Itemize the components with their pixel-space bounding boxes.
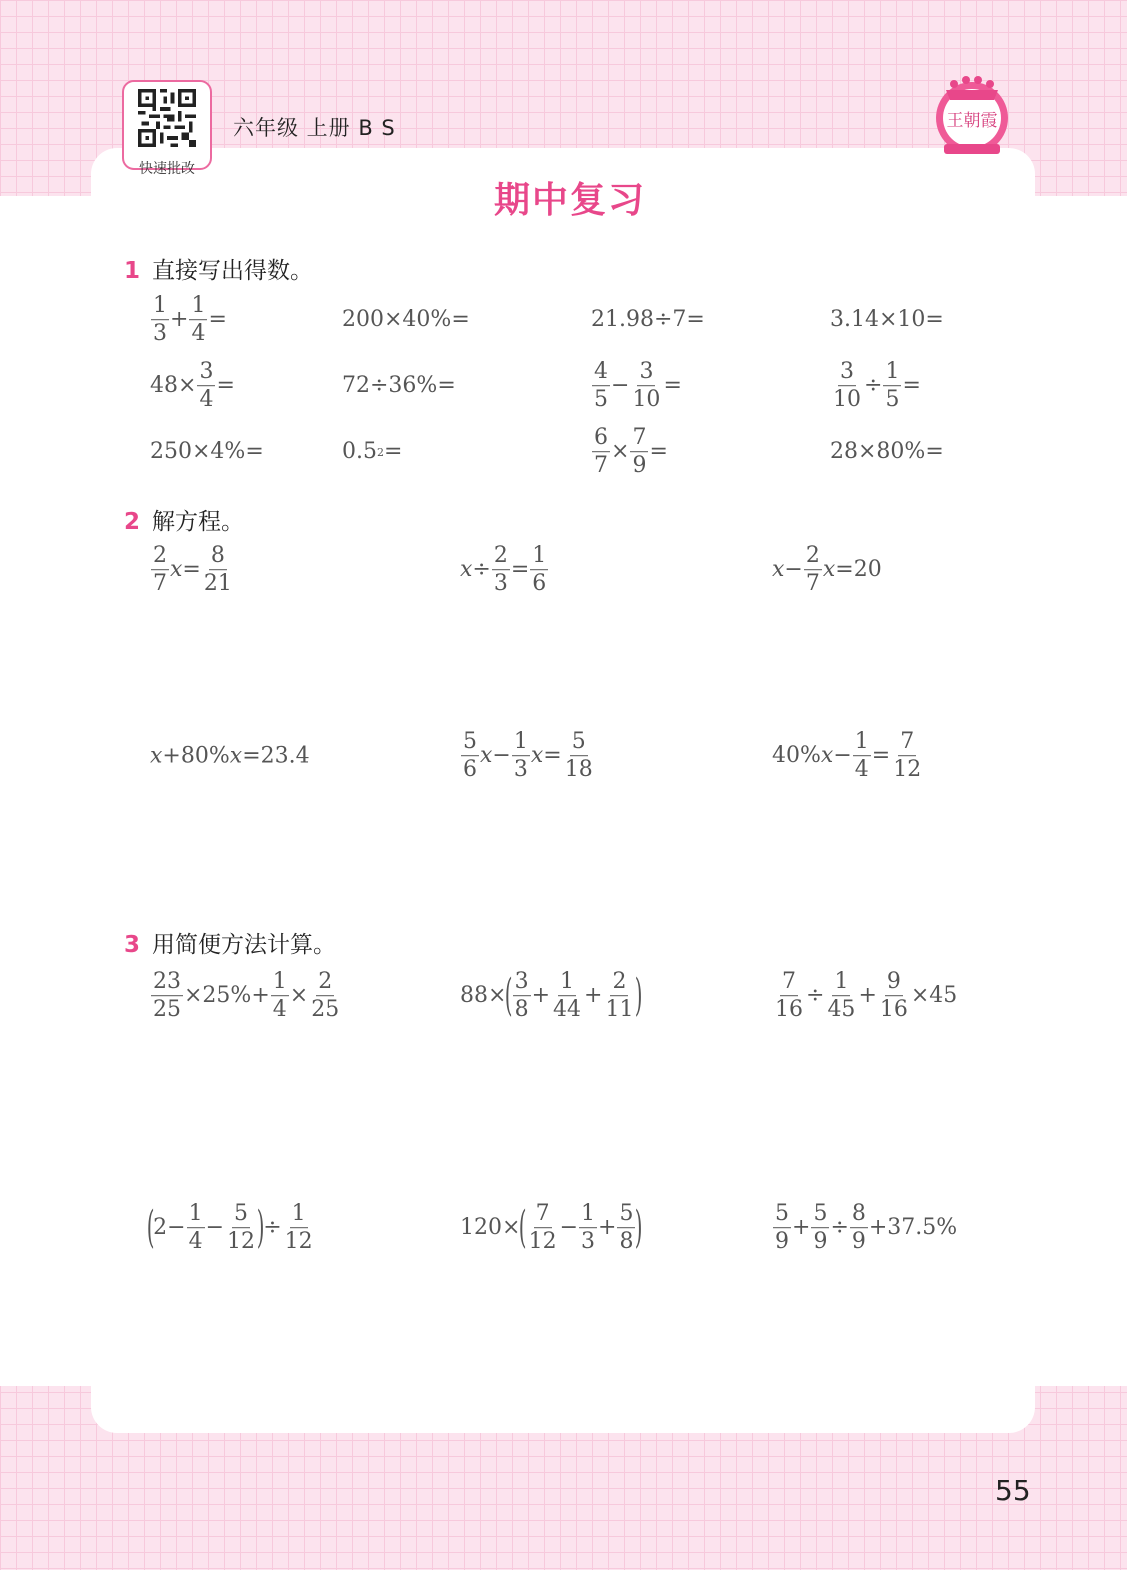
grade-label: 六年级 上册 B S xyxy=(233,116,396,140)
problem-1-1: 1 3 + $\frac{1}{4}$ = xyxy=(153,293,227,347)
calc-1: $\frac{23}{25}$ ×25%+ $\frac{1}{4}$ × $\frac{2}{25}$ xyxy=(153,969,340,1023)
page-number: 55 xyxy=(995,1474,1031,1507)
fraction: $\frac{7}{12}$ xyxy=(893,729,922,783)
calc-3: $\frac{7}{16}$ ÷ $\frac{1}{45}$ + $\frac{9}{16}$ ×45 xyxy=(775,969,958,1023)
fraction: $\frac{6}{7}$ xyxy=(594,425,608,479)
problem-1-7: 4 5 − $\frac{3}{10}$ = xyxy=(594,359,682,413)
section-1-number: 1 xyxy=(124,258,141,284)
fraction: $\frac{7}{9}$ xyxy=(632,425,647,479)
section-3-heading xyxy=(124,926,336,959)
fraction: $\frac{23}{25}$ xyxy=(153,969,181,1023)
section-2-title: 解方程。 xyxy=(152,509,245,535)
fraction: $\frac{2}{7}$ xyxy=(805,543,820,597)
problem-1-10: 0.5 2 = xyxy=(342,439,403,464)
equation-5: 5 6 x − $\frac{1}{3}$ x = $\frac{5}{18}$ xyxy=(463,729,593,783)
section-3-number: 3 xyxy=(124,932,141,958)
qr-caption: 快速批改 xyxy=(139,161,195,177)
problem-1-8: $\frac{3}{10}$ ÷ $\frac{1}{5}$ = xyxy=(833,359,921,413)
section-1-title: 直接写出得数。 xyxy=(152,258,314,284)
fraction: $\frac{3}{10}$ xyxy=(632,359,661,413)
fraction: 5 9 xyxy=(775,1201,789,1255)
problem-1-3: 21.98÷7= xyxy=(591,307,705,332)
problem-1-2: 200×40%= xyxy=(342,307,470,332)
equation-4: x +80% x =23.4 xyxy=(150,743,310,769)
fraction: $\frac{8}{9}$ xyxy=(851,1201,866,1255)
brand-logo-icon xyxy=(932,70,1012,160)
fraction: $\frac{8}{21}$ xyxy=(203,543,232,597)
fraction: $\frac{2}{25}$ xyxy=(311,969,340,1023)
fraction: 3 8 xyxy=(514,969,529,1023)
fraction: $\frac{1}{3}$ xyxy=(513,729,528,783)
section-2-number: 2 xyxy=(124,509,141,535)
equation-2: x ÷ $\frac{2}{3}$ = $\frac{1}{6}$ xyxy=(460,543,547,597)
fraction: $\frac{1}{45}$ xyxy=(827,969,856,1023)
fraction: $\frac{1}{4}$ xyxy=(854,729,869,783)
equation-6: 40% x − $\frac{1}{4}$ = $\frac{7}{12}$ xyxy=(772,729,922,783)
fraction: $\frac{9}{16}$ xyxy=(879,969,908,1023)
fraction: 5 6 xyxy=(463,729,477,783)
qr-code-icon xyxy=(135,89,199,147)
fraction: $\frac{1}{12}$ xyxy=(284,1201,313,1255)
section-1-heading xyxy=(124,252,313,285)
fraction: $\frac{3}{10}$ xyxy=(833,359,861,413)
fraction: $\frac{1}{6}$ xyxy=(532,543,547,597)
fraction: $\frac{3}{4}$ xyxy=(199,359,214,413)
fraction: $\frac{5}{18}$ xyxy=(564,729,593,783)
fraction: $\frac{5}{9}$ xyxy=(813,1201,828,1255)
fraction: 4 5 xyxy=(594,359,608,413)
qr-code-box[interactable] xyxy=(122,80,212,170)
fraction: $\frac{1}{4}$ xyxy=(272,969,287,1023)
fraction: $\frac{5}{12}$ xyxy=(227,1201,256,1255)
equation-1: 2 7 x = $\frac{8}{21}$ xyxy=(153,543,232,597)
fraction: $\frac{7}{16}$ xyxy=(775,969,803,1023)
fraction: 1 3 xyxy=(153,293,167,347)
fraction: $\frac{2}{3}$ xyxy=(493,543,508,597)
problem-1-4: 3.14×10= xyxy=(830,307,944,332)
fraction: $\frac{1}{44}$ xyxy=(553,969,582,1023)
fraction: $\frac{1}{3}$ xyxy=(581,1201,596,1255)
calc-4: ( 2− $\frac{1}{4}$ − $\frac{5}{12}$ ) ÷ $\frac{1}{12}$ xyxy=(146,1201,313,1255)
fraction: $\frac{1}{4}$ xyxy=(191,293,206,347)
fraction: $\frac{5}{8}$ xyxy=(619,1201,634,1255)
fraction: $\frac{2}{11}$ xyxy=(605,969,634,1023)
fraction: $\frac{1}{5}$ xyxy=(885,359,900,413)
problem-1-5: 48× $\frac{3}{4}$ = xyxy=(150,359,235,413)
section-3-title: 用简便方法计算。 xyxy=(152,932,337,958)
fraction: 7 12 xyxy=(528,1201,557,1255)
equation-3: x − $\frac{2}{7}$ x =20 xyxy=(772,543,882,597)
problem-1-6: 72÷36%= xyxy=(342,373,456,398)
calc-5: 120× ( 7 12 − $\frac{1}{3}$ + $\frac{5}{8}$ ) xyxy=(460,1201,643,1255)
section-2-heading xyxy=(124,503,244,536)
calc-2: 88× ( 3 8 + $\frac{1}{44}$ + $\frac{2}{11}$ ) xyxy=(460,969,643,1023)
fraction: 2 7 xyxy=(153,543,167,597)
page-title: 期中复习 xyxy=(493,180,646,221)
problem-1-9: 250×4%= xyxy=(150,439,264,464)
calc-6: 5 9 + $\frac{5}{9}$ ÷ $\frac{8}{9}$ +37.5% xyxy=(775,1201,958,1255)
logo-text: 王朝霞 xyxy=(946,111,998,131)
problem-1-11: $\frac{6}{7}$ × $\frac{7}{9}$ = xyxy=(594,425,668,479)
fraction: $\frac{1}{4}$ xyxy=(188,1201,203,1255)
problem-1-12: 28×80%= xyxy=(830,439,944,464)
